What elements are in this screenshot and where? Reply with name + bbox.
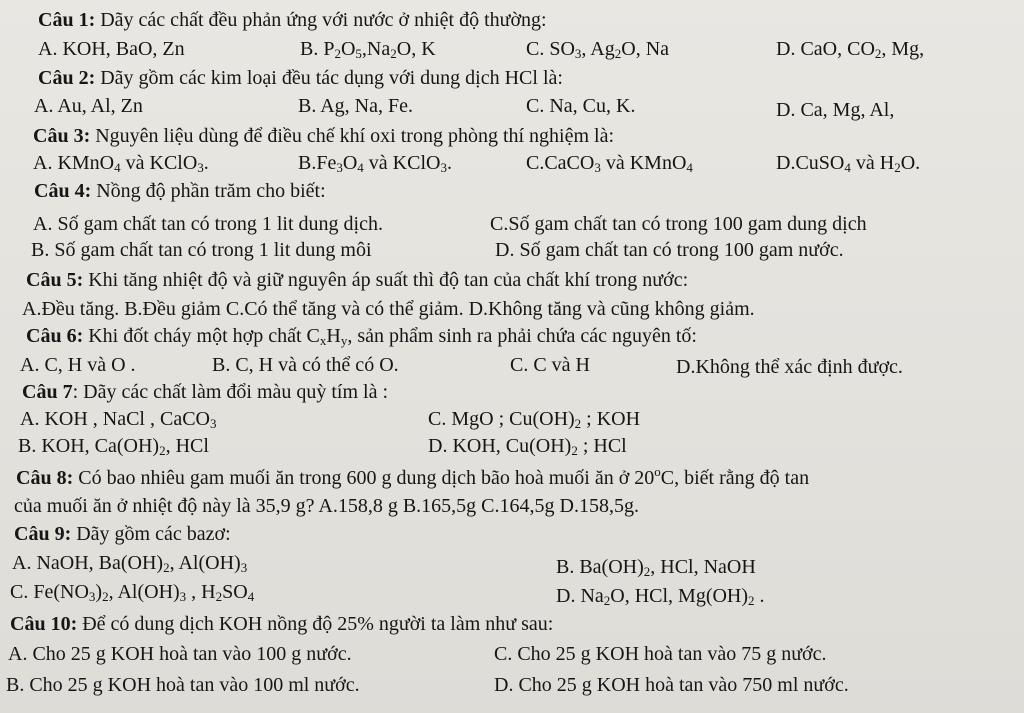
q7-option-c: C. MgO ; $Cu(OH)_2$ ; KOH xyxy=(428,408,641,431)
q7-option-a: A. KOH , NaCl , CaCO$_3$ xyxy=(20,408,217,431)
question-10-label: Câu 10: xyxy=(10,613,78,635)
q6-option-d: D.Không thể xác định được. xyxy=(676,356,903,378)
q3-option-d: D.CuSO$_4$ và $H_2O$. xyxy=(776,152,921,175)
question-9-text: Dãy gồm các bazơ: xyxy=(71,523,231,545)
question-8-line2: của muối ăn ở nhiệt độ này là 35,9 g? A.158,8 g B.165,5g C.164,5g D.158,5g. xyxy=(14,495,639,517)
question-8-label: Câu 8: xyxy=(16,467,74,489)
q10-option-d: D. Cho 25 g KOH hoà tan vào 750 ml nước. xyxy=(494,674,849,696)
q2-option-a: A. Au, Al, Zn xyxy=(34,95,143,117)
q9-option-c: C. $Fe(NO_3)_2$, $Al(OH)_3$ , $H_2SO_4$ xyxy=(10,581,255,604)
q9-option-d: D. $Na_2O$, HCl, $Mg(OH)_2$ . xyxy=(556,585,765,608)
question-7-text: : Dãy các chất làm đổi màu quỳ tím là : xyxy=(72,381,389,403)
question-2 xyxy=(38,66,563,90)
q4-option-a: A. Số gam chất tan có trong 1 lit dung dịch. xyxy=(33,213,383,235)
q1-option-c: C. $SO_3$, $Ag_2O$, Na xyxy=(526,38,670,61)
question-4-label: Câu 4: xyxy=(34,180,92,202)
q10-option-b: B. Cho 25 g KOH hoà tan vào 100 ml nước. xyxy=(6,674,360,696)
q3-option-a: A. KMnO$_4$ và KClO$_3$. xyxy=(33,152,209,175)
question-10-text: Để có dung dịch KOH nồng độ 25% người ta làm như sau: xyxy=(77,613,554,635)
question-1-text: Dãy các chất đều phản ứng với nước ở nhiệt độ thường: xyxy=(95,9,547,31)
q9-option-b: B. $Ba(OH)_2$, HCl, NaOH xyxy=(556,556,756,579)
question-9 xyxy=(14,522,231,546)
q3-option-c: C.CaCO$_3$ và KMnO$_4$ xyxy=(526,152,693,175)
q10-option-a: A. Cho 25 g KOH hoà tan vào 100 g nước. xyxy=(8,643,352,665)
q3-option-b: $B.Fe_3O_4$ và KClO$_3$. xyxy=(298,152,452,175)
question-3-text: Nguyên liệu dùng để điều chế khí oxi trong phòng thí nghiệm là: xyxy=(90,125,615,147)
q4-option-c: C.Số gam chất tan có trong 100 gam dung dịch xyxy=(490,213,867,235)
question-8-text: Có bao nhiêu gam muối ăn trong 600 g dung dịch bão hoà muối ăn ở 20$^o$C, biết rằng độ tan xyxy=(73,464,810,489)
question-5 xyxy=(26,268,688,292)
question-5-label: Câu 5: xyxy=(26,269,84,291)
question-3 xyxy=(33,124,614,148)
question-2-label: Câu 2: xyxy=(38,67,96,89)
q2-option-d: D. Ca, Mg, Al, xyxy=(776,99,895,121)
question-5-options: A.Đều tăng. B.Đều giảm C.Có thể tăng và có thể giảm. D.Không tăng và cũng không giảm. xyxy=(22,298,755,320)
q6-option-c: C. C và H xyxy=(510,354,590,376)
question-8 xyxy=(16,466,809,490)
question-4 xyxy=(34,179,326,203)
q1-option-b: B. $P_2O_5,Na_2O$, K xyxy=(300,38,436,61)
question-4-text: Nồng độ phần trăm cho biết: xyxy=(91,180,326,202)
q4-option-d: D. Số gam chất tan có trong 100 gam nước. xyxy=(495,239,844,261)
q6-option-b: B. C, H và có thể có O. xyxy=(212,354,399,376)
q4-option-b: B. Số gam chất tan có trong 1 lit dung môi xyxy=(31,239,372,261)
q6-option-a: A. C, H và O . xyxy=(20,354,136,376)
question-2-text: Dãy gồm các kim loại đều tác dụng với dung dịch HCl là: xyxy=(95,67,563,89)
q7-option-d: D. KOH, $Cu(OH)_2$ ; HCl xyxy=(428,435,627,458)
q1-option-a: A. KOH, BaO, Zn xyxy=(38,38,185,60)
question-6-label: Câu 6: xyxy=(26,325,84,347)
question-7-label: Câu 7 xyxy=(22,381,73,403)
question-1-label: Câu 1: xyxy=(38,9,96,31)
q1-option-d: D. CaO, $CO_2$, Mg, xyxy=(776,38,925,61)
q2-option-c: C. Na, Cu, K. xyxy=(526,95,636,117)
question-10 xyxy=(10,612,553,636)
question-3-label: Câu 3: xyxy=(33,125,91,147)
question-6 xyxy=(26,324,697,348)
question-6-text: Khi đốt cháy một hợp chất $C_xH_y$, sản phẩm sinh ra phải chứa các nguyên tố: xyxy=(83,325,697,348)
question-7 xyxy=(22,380,388,404)
question-9-label: Câu 9: xyxy=(14,523,72,545)
question-1 xyxy=(38,8,547,32)
question-5-text: Khi tăng nhiệt độ và giữ nguyên áp suất thì độ tan của chất khí trong nước: xyxy=(83,269,689,291)
q2-option-b: B. Ag, Na, Fe. xyxy=(298,95,413,117)
q7-option-b: B. KOH, $Ca(OH)_2$, HCl xyxy=(18,435,209,458)
q9-option-a: A. NaOH, $Ba(OH)_2$, $Al(OH)_3$ xyxy=(12,552,248,575)
q10-option-c: C. Cho 25 g KOH hoà tan vào 75 g nước. xyxy=(494,643,827,665)
